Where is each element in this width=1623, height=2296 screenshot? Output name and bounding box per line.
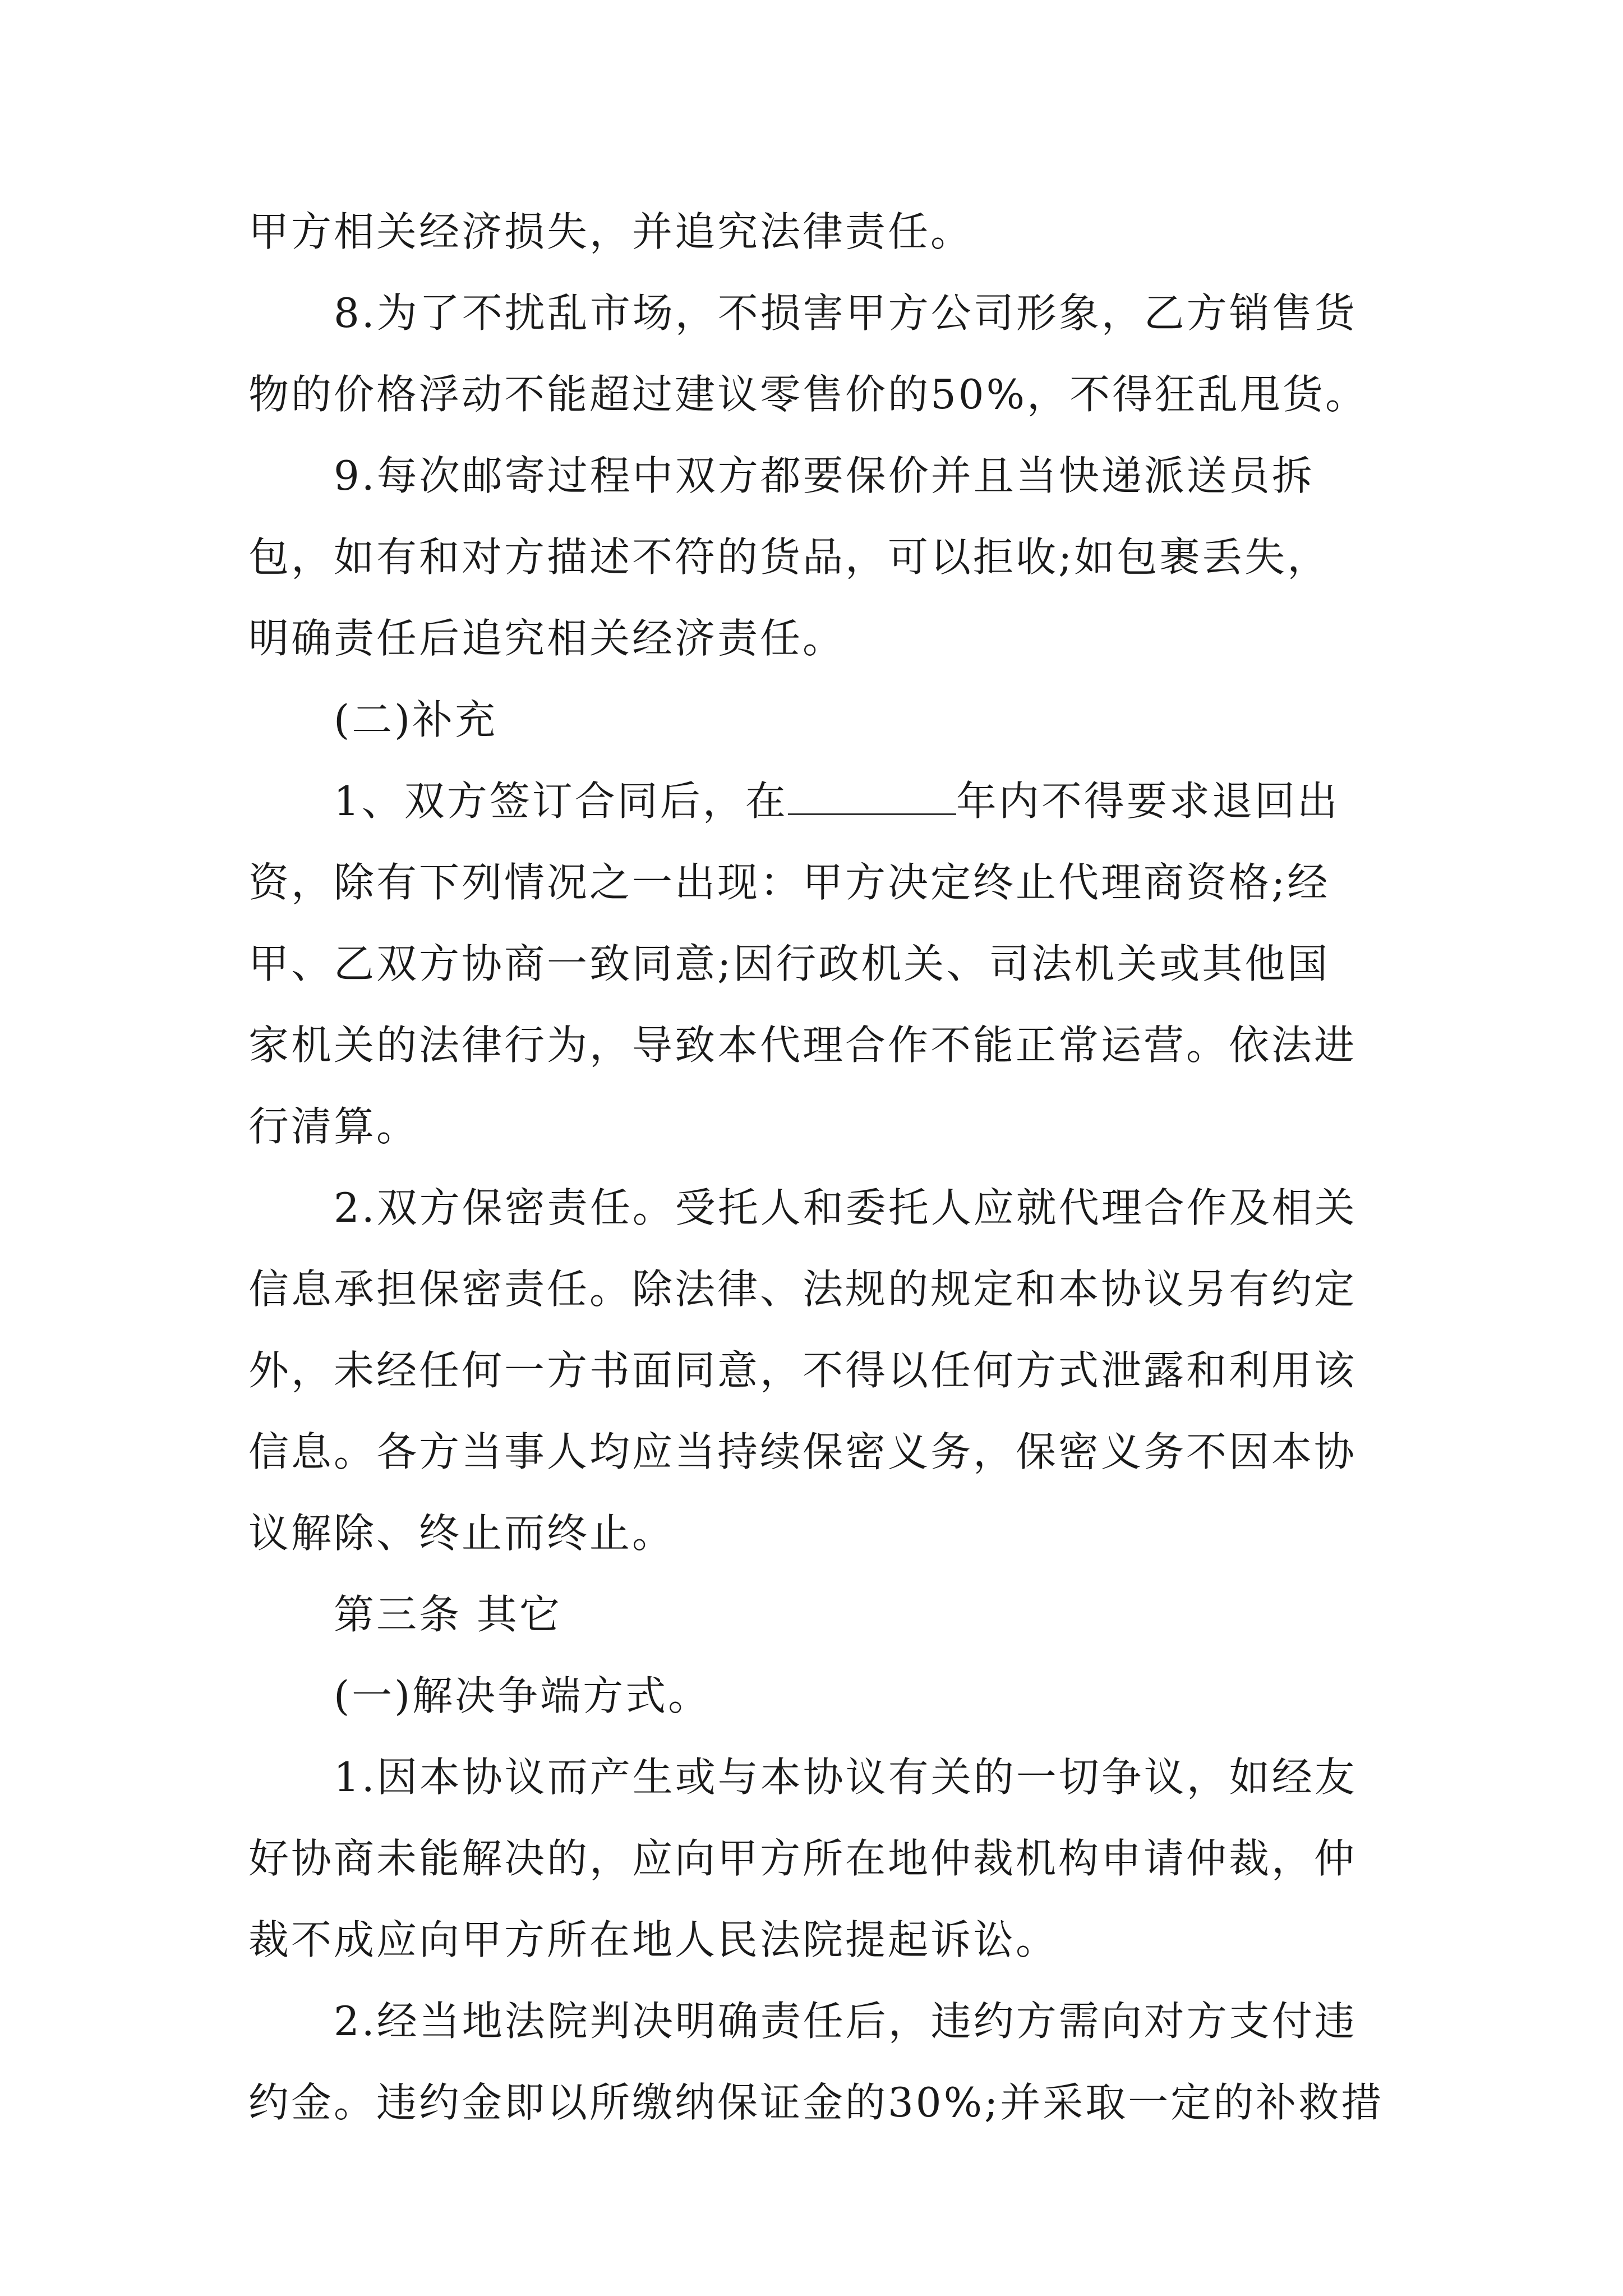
article-3-heading: 第三条 其它: [334, 1591, 562, 1638]
fill-in-blank[interactable]: [788, 774, 956, 815]
supplement-1-text-b: 年内不得要求退回出: [956, 777, 1340, 825]
supplement-1-line-1: [248, 774, 1373, 855]
dispute-2-line-1: 2.经当地法院判决明确责任后，违约方需向对方支付违: [334, 1998, 1357, 2045]
dispute-1-line-3: 裁不成应向甲方所在地人民法院提起诉讼。: [248, 1916, 1059, 1963]
clause-9-line-1: 9.每次邮寄过程中双方都要保价并且当快递派送员拆: [334, 452, 1315, 499]
clause-8-line-1: 8.为了不扰乱市场，不损害甲方公司形象，乙方销售货: [334, 289, 1357, 337]
section-heading-supplement: (二)补充: [334, 696, 498, 743]
dispute-1-line-1: 1.因本协议而产生或与本协议有关的一切争议，如经友: [334, 1754, 1357, 1801]
clause-8-line-2: 物的价格浮动不能超过建议零售价的50%，不得狂乱甩货。: [248, 371, 1368, 418]
clause-9-line-2: 包，如有和对方描述不符的货品，可以拒收;如包裹丢失，: [248, 533, 1330, 581]
supplement-2-line-5: 议解除、终止而终止。: [248, 1510, 675, 1557]
supplement-2-line-4: 信息。各方当事人均应当持续保密义务，保密义务不因本协: [248, 1428, 1357, 1475]
dispute-2-line-2: 约金。违约金即以所缴纳保证金的30%;并采取一定的补救措: [248, 2079, 1384, 2126]
supplement-1-line-2: 资，除有下列情况之一出现：甲方决定终止代理商资格;经: [248, 859, 1330, 906]
dispute-1-line-2: 好协商未能解决的，应向甲方所在地仲裁机构申请仲裁，仲: [248, 1835, 1357, 1882]
text-line-1: 甲方相关经济损失，并追究法律责任。: [248, 208, 974, 255]
document-page: [248, 205, 1384, 2157]
supplement-2-line-2: 信息承担保密责任。除法律、法规的规定和本协议另有约定: [248, 1266, 1357, 1313]
supplement-1-text-a: 1、双方签订合同后，在: [334, 777, 788, 825]
supplement-1-line-3: 甲、乙双方协商一致同意;因行政机关、司法机关或其他国: [248, 940, 1330, 987]
supplement-2-line-3: 外，未经任何一方书面同意，不得以任何方式泄露和利用该: [248, 1347, 1357, 1394]
clause-9-line-3: 明确责任后追究相关经济责任。: [248, 615, 846, 662]
supplement-1-line-4: 家机关的法律行为，导致本代理合作不能正常运营。依法进: [248, 1022, 1357, 1069]
dispute-resolution-heading: (一)解决争端方式。: [334, 1672, 711, 1719]
supplement-2-line-1: 2.双方保密责任。受托人和委托人应就代理合作及相关: [334, 1184, 1357, 1231]
supplement-1-line-5: 行清算。: [248, 1103, 419, 1150]
